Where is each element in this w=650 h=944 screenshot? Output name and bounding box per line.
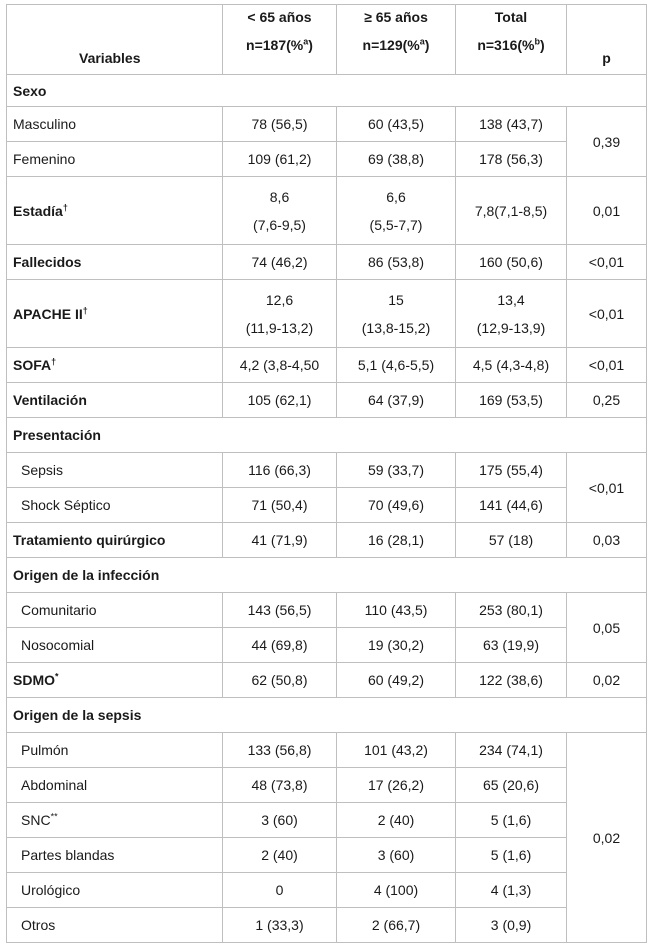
section-row: [7, 75, 647, 107]
cell-under-65: 78 (56,5): [223, 107, 337, 142]
cell-value: 6,6: [386, 188, 406, 205]
cell-under-65: 1 (33,3): [223, 908, 337, 943]
cell-under-65: 62 (50,8): [223, 663, 337, 698]
cell-total: 138 (43,7): [456, 107, 567, 142]
table-row: [7, 177, 647, 245]
section-origen-infeccion: Origen de la infección: [7, 558, 647, 593]
footnote-a-mark: a: [303, 36, 309, 47]
footnote-dagger-mark: †: [82, 304, 88, 315]
cell-65-plus: [337, 280, 456, 348]
cell-p: 0,02: [567, 663, 647, 698]
cell-total: 4,5 (4,3-4,8): [456, 348, 567, 383]
header-under-65-n: n=187(%: [246, 37, 304, 53]
header-65-plus: [337, 5, 456, 75]
cell-total: 122 (38,6): [456, 663, 567, 698]
table-row: [7, 107, 647, 142]
table-row: [7, 908, 647, 943]
cell-65-plus: 17 (26,2): [337, 768, 456, 803]
cell-total: 3 (0,9): [456, 908, 567, 943]
row-label: [7, 280, 223, 348]
table-row: [7, 663, 647, 698]
cell-total: 65 (20,6): [456, 768, 567, 803]
cell-65-plus: [337, 177, 456, 245]
footnote-dagger-mark: †: [62, 201, 68, 212]
section-row: [7, 698, 647, 733]
row-label: [7, 177, 223, 245]
cell-interval: (5,5-7,7): [369, 216, 423, 233]
cell-p: 0,39: [567, 107, 647, 177]
row-label: Partes blandas: [7, 838, 223, 873]
row-label-text: SOFA: [13, 357, 52, 373]
cell-65-plus: 16 (28,1): [337, 523, 456, 558]
cell-under-65: 105 (62,1): [223, 383, 337, 418]
row-label-text: APACHE II: [13, 305, 83, 322]
row-label-text: Estadía: [13, 202, 63, 219]
table-row: [7, 453, 647, 488]
header-total-close: ): [540, 37, 545, 53]
cell-65-plus: 69 (38,8): [337, 142, 456, 177]
cell-value: 13,4: [497, 291, 525, 308]
cell-p: 0,03: [567, 523, 647, 558]
cell-under-65: 133 (56,8): [223, 733, 337, 768]
table-row: [7, 803, 647, 838]
table-row: [7, 523, 647, 558]
cell-under-65: 143 (56,5): [223, 593, 337, 628]
cell-under-65: 71 (50,4): [223, 488, 337, 523]
cell-total: 178 (56,3): [456, 142, 567, 177]
cell-65-plus: 2 (66,7): [337, 908, 456, 943]
section-origen-sepsis: Origen de la sepsis: [7, 698, 647, 733]
header-total-title: Total: [494, 9, 528, 25]
table-row: [7, 245, 647, 280]
header-total-n: n=316(%: [477, 37, 535, 53]
row-label: Abdominal: [7, 768, 223, 803]
cell-interval: (12,9-13,9): [476, 319, 546, 336]
cell-under-65: 0: [223, 873, 337, 908]
row-label: Shock Séptico: [7, 488, 223, 523]
cell-under-65: 109 (61,2): [223, 142, 337, 177]
footnote-star-mark: *: [55, 671, 59, 682]
cell-under-65: 3 (60): [223, 803, 337, 838]
header-variables: Variables: [7, 5, 223, 75]
cell-p: <0,01: [567, 348, 647, 383]
footnote-b-mark: b: [534, 36, 541, 47]
cell-under-65: [223, 280, 337, 348]
row-label: Femenino: [7, 142, 223, 177]
cell-under-65: 2 (40): [223, 838, 337, 873]
row-label: Masculino: [7, 107, 223, 142]
cell-65-plus: 64 (37,9): [337, 383, 456, 418]
cell-p: 0,01: [567, 177, 647, 245]
header-p: p: [567, 5, 647, 75]
cell-under-65: 48 (73,8): [223, 768, 337, 803]
cell-total: 4 (1,3): [456, 873, 567, 908]
row-label-text: SDMO: [13, 672, 55, 688]
cell-total: 5 (1,6): [456, 838, 567, 873]
cell-total: 7,8(7,1-8,5): [456, 177, 567, 245]
cell-65-plus: 60 (43,5): [337, 107, 456, 142]
row-label: Nosocomial: [7, 628, 223, 663]
cell-total: 57 (18): [456, 523, 567, 558]
header-under-65-title: < 65 años: [247, 9, 312, 25]
section-row: [7, 558, 647, 593]
cell-total: 253 (80,1): [456, 593, 567, 628]
header-65-plus-title: ≥ 65 años: [364, 9, 428, 25]
cell-65-plus: 3 (60): [337, 838, 456, 873]
header-under-65-close: ): [308, 37, 313, 53]
cell-total: 5 (1,6): [456, 803, 567, 838]
cell-under-65: 44 (69,8): [223, 628, 337, 663]
cell-under-65: 74 (46,2): [223, 245, 337, 280]
row-label: Ventilación: [7, 383, 223, 418]
cell-p: 0,02: [567, 733, 647, 943]
cell-total: 169 (53,5): [456, 383, 567, 418]
row-label: Otros: [7, 908, 223, 943]
table-row: [7, 142, 647, 177]
cell-under-65: [223, 177, 337, 245]
cell-65-plus: 4 (100): [337, 873, 456, 908]
cell-65-plus: 2 (40): [337, 803, 456, 838]
section-presentacion: Presentación: [7, 418, 647, 453]
cell-65-plus: 101 (43,2): [337, 733, 456, 768]
section-sexo: Sexo: [7, 75, 647, 107]
row-label: Sepsis: [7, 453, 223, 488]
cell-65-plus: 59 (33,7): [337, 453, 456, 488]
cell-p: <0,01: [567, 280, 647, 348]
results-table: [6, 4, 647, 943]
row-label: Comunitario: [7, 593, 223, 628]
cell-value: 12,6: [265, 291, 294, 308]
cell-p: 0,25: [567, 383, 647, 418]
header-65-plus-close: ): [424, 37, 430, 53]
footnote-double-star-mark: **: [50, 811, 58, 822]
table-header-row: [7, 5, 647, 75]
cell-interval: (13,8-15,2): [361, 319, 431, 336]
footnote-dagger-mark: †: [51, 356, 57, 367]
row-label: [7, 803, 223, 838]
table-row: [7, 873, 647, 908]
cell-total: 141 (44,6): [456, 488, 567, 523]
cell-total: 175 (55,4): [456, 453, 567, 488]
table-row: [7, 488, 647, 523]
header-total: [456, 5, 567, 75]
cell-p: <0,01: [567, 453, 647, 523]
cell-65-plus: 5,1 (4,6-5,5): [337, 348, 456, 383]
row-label: [7, 348, 223, 383]
cell-value: 8,6: [269, 188, 290, 205]
cell-65-plus: 70 (49,6): [337, 488, 456, 523]
table-row: [7, 768, 647, 803]
row-label-text: SNC: [21, 812, 51, 828]
cell-interval: (11,9-13,2): [245, 319, 314, 336]
cell-total: 63 (19,9): [456, 628, 567, 663]
cell-p: <0,01: [567, 245, 647, 280]
cell-total: 234 (74,1): [456, 733, 567, 768]
cell-65-plus: 110 (43,5): [337, 593, 456, 628]
cell-value: 15: [388, 291, 404, 308]
cell-interval: (7,6-9,5): [253, 216, 306, 233]
table-row: [7, 838, 647, 873]
table-row: [7, 383, 647, 418]
row-label: Urológico: [7, 873, 223, 908]
table-row: [7, 280, 647, 348]
cell-65-plus: 86 (53,8): [337, 245, 456, 280]
table-row: [7, 348, 647, 383]
row-label: Pulmón: [7, 733, 223, 768]
cell-total: [456, 280, 567, 348]
cell-total: 160 (50,6): [456, 245, 567, 280]
header-under-65: [223, 5, 337, 75]
row-label: Tratamiento quirúrgico: [7, 523, 223, 558]
header-65-plus-n: n=129(%: [362, 37, 420, 53]
cell-under-65: 116 (66,3): [223, 453, 337, 488]
cell-p: 0,05: [567, 593, 647, 663]
row-label: Fallecidos: [7, 245, 223, 280]
table-row: [7, 593, 647, 628]
row-label: [7, 663, 223, 698]
table-row: [7, 628, 647, 663]
cell-under-65: 41 (71,9): [223, 523, 337, 558]
footnote-a-mark: a: [419, 36, 425, 47]
cell-65-plus: 60 (49,2): [337, 663, 456, 698]
cell-65-plus: 19 (30,2): [337, 628, 456, 663]
section-row: [7, 418, 647, 453]
table-row: [7, 733, 647, 768]
cell-under-65: 4,2 (3,8-4,50: [223, 348, 337, 383]
